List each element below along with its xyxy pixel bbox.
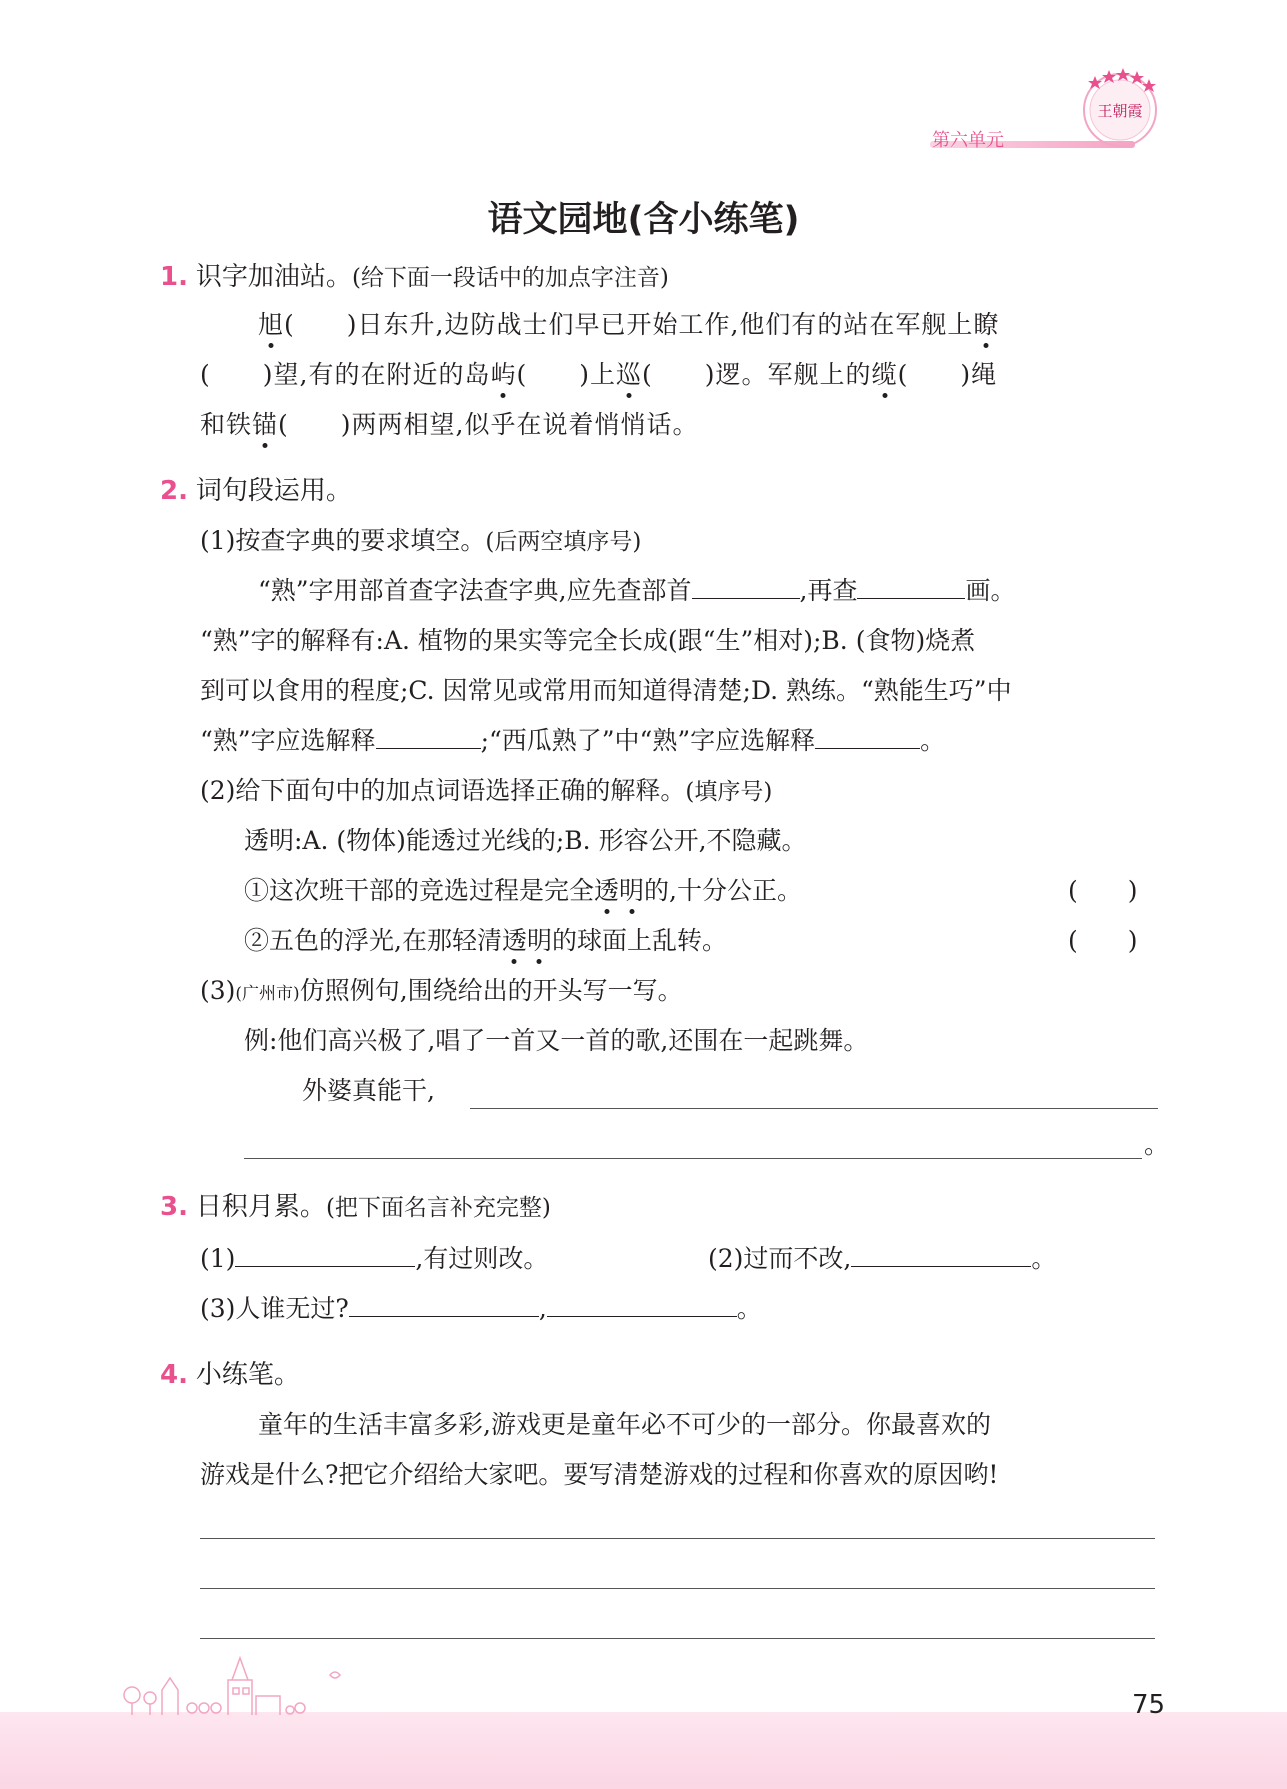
q4-prompt-line-1: 童年的生活丰富多彩,游戏更是童年必不可少的一部分。你最喜欢的 [258,1410,991,1439]
q4-prompt-line-2: 游戏是什么?把它介绍给大家吧。要写清楚游戏的过程和你喜欢的原因哟! [200,1460,999,1489]
town-illustration-icon [120,1640,350,1720]
q3-title: 日积月累。 [195,1192,326,1222]
q2-title: 词句段运用。 [195,476,352,506]
q2-sub2-item-1: ①这次班干部的竞选过程是完全透明的,十分公正。 [244,876,802,905]
writing-line[interactable] [244,1158,1142,1159]
writing-line[interactable] [470,1108,1158,1109]
q2-sub1-line-1: “熟”字用部首查字法查字典,应先查部首 ,再查 画。 [258,576,1016,605]
stroke-count-blank[interactable] [857,576,965,599]
q2-number: 2. [160,476,188,506]
q1-text: 和铁 [200,410,253,439]
q3-item-1: (1) ,有过则改。 [200,1244,549,1273]
q2-heading [160,476,352,506]
meaning-blank-2[interactable] [815,726,920,749]
q4-heading [160,1360,300,1390]
dotted-char: 透 [594,876,620,905]
q1-line-3 [200,410,699,440]
pinyin-answer-paren[interactable]: ( ) [200,360,274,389]
writing-line[interactable] [200,1638,1155,1639]
q2-sub3-label: (3)(广州市)仿照例句,围绕给出的开头写一写。 [200,976,683,1005]
q2-sub1-hint: (后两空填序号) [485,529,642,555]
q4-number: 4. [160,1360,188,1390]
meaning-blank-1[interactable] [376,726,481,749]
q2-sub3-example: 例:他们高兴极了,唱了一首又一首的歌,还围在一起跳舞。 [244,1026,869,1055]
dotted-char: 明 [619,876,645,905]
q1-text: 上 [590,360,617,389]
dotted-char: 明 [526,926,552,955]
dotted-char: 瞭 [973,310,1000,339]
q1-text: 逻。军舰上的 [715,360,872,389]
page-number: 75 [1132,1690,1166,1720]
q3-hint: (把下面名言补充完整) [325,1195,551,1221]
footer-band [0,1712,1287,1789]
q1-text: 两两相望,似乎在说着悄悄话。 [351,410,699,439]
dotted-char: 旭 [258,310,285,339]
q2-sub1-line-2: “熟”字的解释有:A. 植物的果实等完全长成(跟“生”相对);B. (食物)烧煮 [200,626,976,655]
answer-paren-1[interactable]: ( ) [1068,876,1138,905]
q1-title: 识字加油站。 [195,262,352,292]
dotted-char: 锚 [252,410,279,439]
q3-number: 3. [160,1192,188,1222]
q1-text: 绳 [971,360,998,389]
q2-sub1-label: (1)按查字典的要求填空。(后两空填序号) [200,526,642,555]
pinyin-answer-paren[interactable]: ( ) [284,310,358,339]
publisher-logo-icon [1075,62,1165,152]
q2-sub2-definition: 透明:A. (物体)能透过光线的;B. 形容公开,不隐藏。 [244,826,807,855]
q2-sub2-hint: (填序号) [685,779,773,805]
pinyin-answer-paren[interactable]: ( ) [516,360,590,389]
q1-line-1 [258,310,999,340]
page-title: 语文园地(含小练笔) [487,200,800,240]
writing-line[interactable] [200,1588,1155,1589]
q1-text: 日东升,边防战士们早已开始工作,他们有的站在军舰上 [357,310,974,339]
answer-paren-2[interactable]: ( ) [1068,926,1138,955]
q3-heading [160,1192,551,1223]
q2-sub2-item-2: ②五色的浮光,在那轻清透明的球面上乱转。 [244,926,727,955]
unit-label: 第六单元 [932,130,1004,151]
proverb-blank-2[interactable] [851,1244,1031,1267]
dotted-char: 缆 [871,360,898,389]
writing-line[interactable] [200,1538,1155,1539]
q1-heading [160,262,669,293]
q2-sub3-start: 外婆真能干, [302,1076,435,1105]
end-mark: 。 [1144,1130,1170,1159]
proverb-blank-1[interactable] [235,1244,415,1267]
region-tag: (广州市) [235,984,300,1004]
svg-text:王朝霞: 王朝霞 [1097,102,1143,120]
pinyin-answer-paren[interactable]: ( ) [897,360,972,389]
q3-item-3: (3)人谁无过? , 。 [200,1294,762,1323]
q4-title: 小练笔。 [195,1360,300,1390]
q2-sub1-line-3: 到可以食用的程度;C. 因常见或常用而知道得清楚;D. 熟练。“熟能生巧”中 [200,676,1012,705]
q1-hint: (给下面一段话中的加点字注音) [351,265,669,291]
q1-text: 望,有的在附近的岛 [273,360,491,389]
proverb-blank-4[interactable] [547,1294,737,1317]
dotted-char: 巡 [616,360,643,389]
proverb-blank-3[interactable] [349,1294,539,1317]
dotted-char: 透 [501,926,527,955]
q2-sub2-label: (2)给下面句中的加点词语选择正确的解释。(填序号) [200,776,773,805]
q3-item-2: (2)过而不改, 。 [708,1244,1057,1273]
pinyin-answer-paren[interactable]: ( ) [278,410,352,439]
q2-sub1-line-4: “熟”字应选解释 ;“西瓜熟了”中“熟”字应选解释 。 [200,726,946,755]
q1-number: 1. [160,262,188,292]
radical-blank[interactable] [692,576,800,599]
dotted-char: 屿 [490,360,517,389]
pinyin-answer-paren[interactable]: ( ) [642,360,716,389]
q1-line-2 [200,360,997,390]
